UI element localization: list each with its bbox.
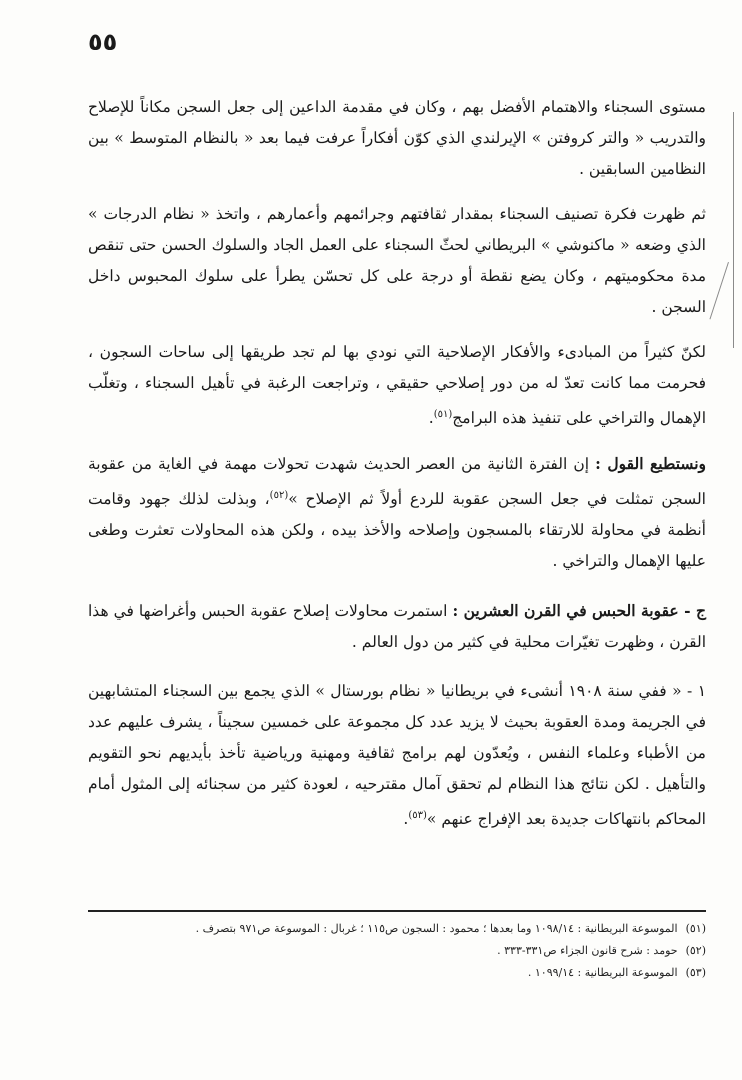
- page-number-text: ٥٥: [88, 28, 118, 56]
- paragraph-6-end: .: [403, 810, 409, 829]
- paragraph-4-text-a: إن الفترة الثانية من العصر الحديث شهدت تحولات مهمة في الغاية من عقوبة السجن تمثلت في جعل السجن عقوبة للردع أولاً ثم الإصلاح »: [88, 455, 706, 509]
- section-heading-c: ج - عقوبة الحبس في القرن العشرين :: [452, 601, 706, 621]
- footnote-ref-52: (٥٢): [269, 490, 289, 502]
- footnote-text: الموسوعة البريطانية : ١٠٩٩/١٤ .: [527, 966, 678, 979]
- margin-pencil-line: [733, 112, 734, 348]
- paragraph-3-end: .: [428, 409, 434, 428]
- footnote-text: حومد : شرح قانون الجزاء ص٣٣١-٣٣٣ .: [497, 944, 678, 957]
- paragraph-4-text-b: ، وبذلت لذلك جهود وقامت أنظمة في محاولة للارتقاء بالمسجون وإصلاحه والأخذ بيده ، ولكن هذه المحاولات تعثرت وطغى عليها الإهمال والتراخي .: [88, 490, 706, 571]
- paragraph-2: ثم ظهرت فكرة تصنيف السجناء بمقدار ثقافتهم وجرائمهم وأعمارهم ، واتخذ « نظام الدرجات » الذي وضعه « ماكنوشي » البريطاني لحثّ السجناء على العمل الجاد والسلوك الحسن حتى تنقص مدة محكوميتهم ، وكان يضع نقطة أو درجة على كل تحسّن يطرأ على سلوك المحبوس داخل السجن .: [88, 205, 706, 316]
- paragraph-6-text: ١ - « ففي سنة ١٩٠٨ أنشىء في بريطانيا « نظام بورستال » الذي يجمع بين السجناء المتشابهين في الجريمة ومدة العقوبة بحيث لا يزيد عدد كل مجموعة على خمسين سجيناً ، يشرف عليهم عدد من الأطباء وعلماء النفس ، ويُعدّون لهم برامج ثقافية ومهنية ورياضية تأخذ بأيديهم نحو التقويم والتأهيل . لكن نتائج هذا النظام لم تحقق آمال مقترحيه ، لعودة كثير من سجنائه إلى المثول أمام المحاكم بانتهاكات جديدة بعد الإفراج عنهم »: [88, 682, 707, 829]
- footnote-number: (٥٢): [685, 944, 706, 957]
- footnote-number: (٥١): [685, 922, 706, 935]
- paragraph-6: [88, 676, 706, 835]
- footnote-text: الموسوعة البريطانية : ١٠٩٨/١٤ وما بعدها ؛ محمود : السجون ص١١٥ ؛ غربال : الموسوعة ص٩٧١ بتصرف .: [195, 922, 678, 935]
- footnotes: [88, 918, 706, 984]
- paragraph-3-text: لكنّ كثيراً من المبادىء والأفكار الإصلاحية التي نودي بها لم تجد طريقها إلى ساحات السجون ، فحرمت مما كانت تعدّ له من دور إصلاحي حقيقي ، وتراجعت الرغبة في تأهيل السجناء ، وتغلّب الإهمال والتراخي على تنفيذ هذه البرامج: [88, 343, 706, 428]
- footnote-53: [88, 962, 706, 984]
- footnote-number: (٥٣): [685, 966, 706, 979]
- footnote-ref-53: (٥٣): [408, 810, 427, 822]
- footnote-ref-51: (٥١): [433, 409, 453, 420]
- paragraph-4: [88, 448, 706, 577]
- paragraph-1: مستوى السجناء والاهتمام الأفضل بهم ، وكان في مقدمة الداعين إلى جعل السجن مكاناً للإصلاح والتدريب « والتر كروفتن » الإيرلندي الذي كوّن أفكاراً عرفت فيما بعد « بالنظام المتوسط » بين النظامين السابقين .: [88, 98, 706, 178]
- main-text: [88, 92, 706, 835]
- paragraph-5: [88, 595, 706, 658]
- margin-pencil-stroke: [709, 262, 728, 319]
- footnote-52: [88, 940, 706, 962]
- paragraph-5-text: استمرت محاولات إصلاح عقوبة الحبس وأغراضها في هذا القرن ، وظهرت تغيّرات محلية في كثير من دول العالم .: [88, 602, 706, 652]
- footnote-divider: [88, 910, 706, 912]
- paragraph-3: [88, 337, 706, 434]
- paragraph-4-lead: ونستطيع القول :: [595, 454, 706, 474]
- footnote-51: [88, 918, 706, 940]
- page-number: [88, 28, 168, 56]
